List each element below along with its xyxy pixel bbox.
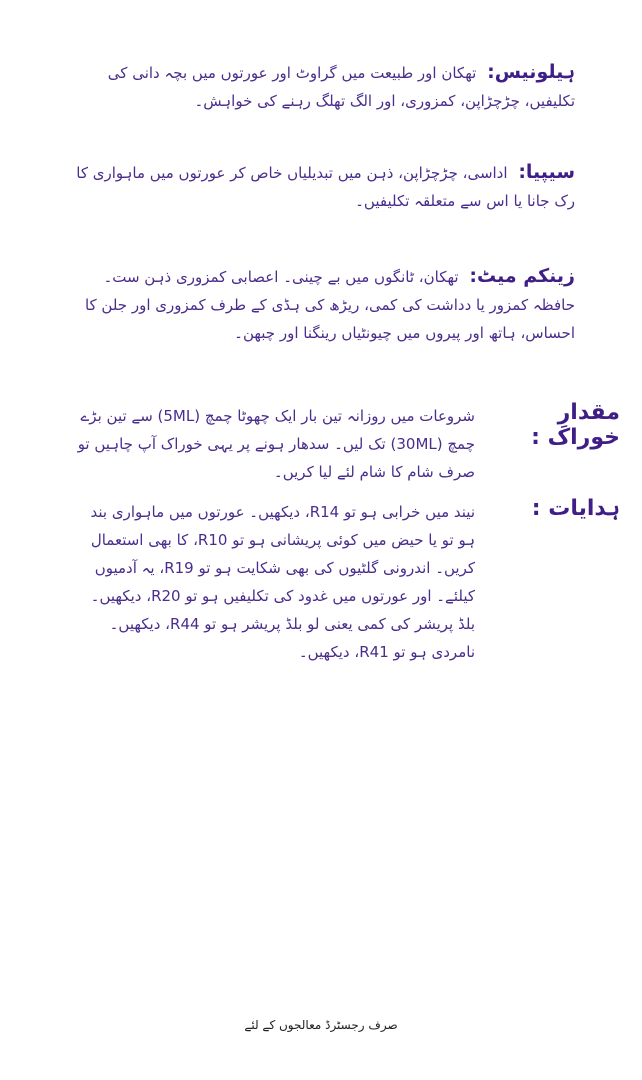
instructions-text: نیند میں خرابی ہو تو R14، دیکھیں۔ عورتوں میں ماہواری بند ہو تو یا حیض میں کوئی پریشانی ہو تو R10، کا بھی استعمال کریں۔ اندرونی گلٹیوں کی بھی شکایت ہو تو R19، یہ آدمیوں کیلئے۔ اور عورتوں میں غدود کی تکلیفیں ہو تو R20، دیکھیں۔ بلڈ پریشر کی کمی یعنی لو بلڈ پریشر ہو تو R44، دیکھیں۔ نامردی ہو تو R41، دیکھیں۔ — [90, 503, 475, 661]
remedy-description: تھکان اور طبیعت میں گراوٹ اور عورتوں میں بچہ دانی کی تکلیفیں، چڑچڑاپن، کمزوری، اور الگ تھلگ رہنے کی خواہش۔ — [107, 64, 575, 110]
remedy-description: تھکان، ٹانگوں میں بے چینی۔ اعصابی کمزوری ذہن ست۔ حافظہ کمزور یا دداشت کی کمی، ریڑھ کی ہڈی کے طرف کمزوری اور جلن کا احساس، ہاتھ اور پیروں میں چیونٹیاں رینگنا اور چبھن۔ — [84, 268, 575, 342]
remedy-name: زینکم میٹ: — [469, 265, 575, 287]
dosage-text: شروعات میں روزانہ تین بار ایک چھوٹا چمچ (5ML) سے تین بڑے چمچ (30ML) تک لیں۔ سدھار ہونے پر یہی خوراک آپ چاہیں تو صرف شام کا شام لئے لیا کریں۔ — [77, 407, 475, 481]
remedy-description: اداسی، چڑچڑاپن، ذہن میں تبدیلیاں خاص کر عورتوں میں ماہواری کا رک جانا یا اس سے متعلقہ تکلیفیں۔ — [76, 164, 575, 210]
instructions-label: ہدایات : — [531, 496, 620, 521]
remedy-name: ہیلونیس: — [487, 61, 575, 83]
remedy-helonias — [70, 58, 575, 115]
remedy-zincum-met — [70, 262, 575, 347]
dosage-label: مقدارِ خوراک : — [531, 400, 620, 450]
footer-note: صرف رجسٹرڈ معالجوں کے لئے — [244, 1018, 398, 1032]
remedy-name: سیپیا: — [518, 161, 575, 183]
remedy-sepia — [70, 158, 575, 215]
